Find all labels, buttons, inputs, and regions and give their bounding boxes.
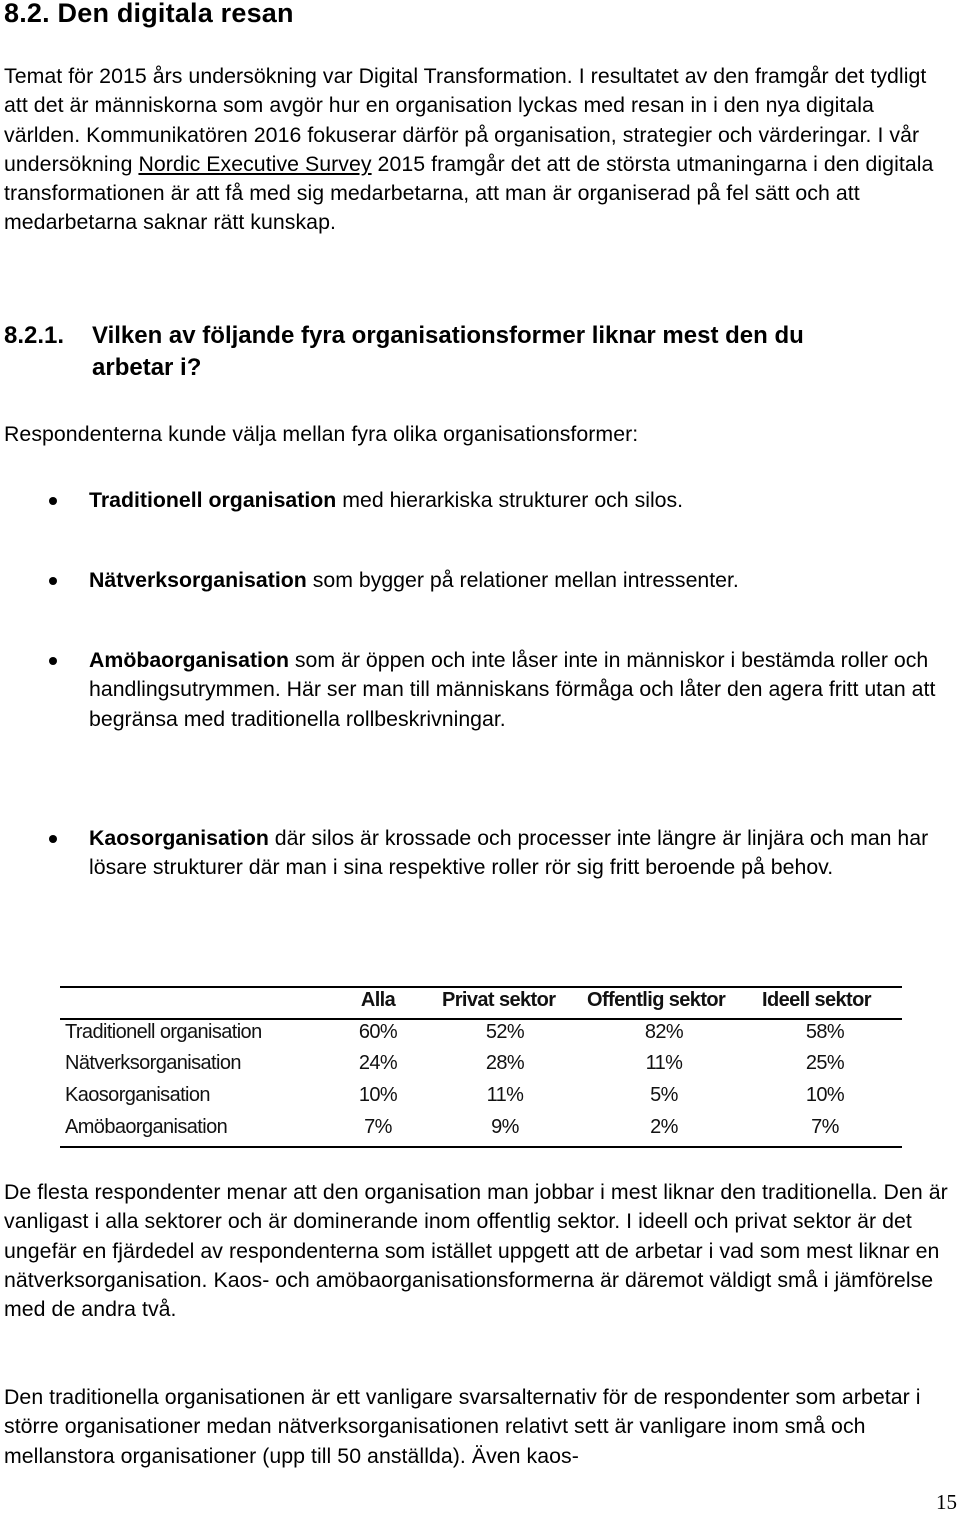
organisation-type-table (60, 986, 902, 1150)
table-cell: 10% (358, 1084, 398, 1106)
table-cell: 10% (805, 1084, 845, 1106)
table-cell: 7% (364, 1116, 392, 1138)
table-cell: 9% (491, 1116, 519, 1138)
subsection-title-line1: Vilken av följande fyra organisationsformer liknar mest den du (92, 322, 804, 349)
nordic-executive-survey-link[interactable]: Nordic Executive Survey (138, 151, 372, 176)
intro-text-after-link: 2015 framgår det att de största utmaningarna i den digitala transformationen är att få med sig medarbetarna, att man är organiserad på fel sätt och att medarbetarna saknar rätt kunskap. (4, 151, 934, 235)
bullet-icon (49, 497, 57, 505)
table-cell: 11% (486, 1084, 524, 1106)
column-header-privat-sektor: Privat sektor (442, 989, 556, 1011)
list-item-text: som är öppen och inte låser inte in människor i bestämda roller och handlingsutrymmen. Här ser man till människans förmåga och låter den agera fritt utan att begränsa med traditionella rollbeskrivningar. (89, 648, 936, 731)
table-header-rule (60, 1018, 902, 1020)
table-bottom-rule (60, 1146, 902, 1148)
bullet-icon (49, 657, 57, 665)
table-top-rule (60, 986, 902, 988)
list-item-term: Traditionell organisation (89, 488, 337, 512)
conclusion-paragraph-2: Den traditionella organisationen är ett vanligare svarsalternativ för de respondenter som arbetar i större organisationer medan nätverksorganisationen relativt sett är vanligare inom små och mellanstora organisationer (upp till 50 anställda). Även kaos- (4, 1385, 921, 1468)
intro-text-before-link: Temat för 2015 års undersökning var Digital Transformation. I resultatet av den framgår det tydligt att det är människorna som avgör hur en organisation lyckas med resan in i den nya digitala världen. Kommunikatören 2016 fokuserar därför på organisation, strategier och värderingar. I vår undersökning (4, 64, 927, 176)
section-heading: 8.2. Den digitala resan (4, 0, 294, 28)
page-number: 15 (936, 1490, 957, 1514)
table-cell: 60% (358, 1021, 398, 1043)
table-cell: 7% (811, 1116, 839, 1138)
column-header-alla: Alla (360, 989, 396, 1011)
conclusion-paragraph-1: De flesta respondenter menar att den organisation man jobbar i mest liknar den traditionella. Den är vanligast i alla sektorer och är dominerande inom offentlig sektor. I ideell och privat sektor är det ungefär en fjärdedel av respondenterna som istället uppgett att de arbetar i vad som mest liknar en nätverksorganisation. Kaos- och amöbaorganisationsformerna är däremot väldigt små i jämförelse med de andra två. (4, 1180, 948, 1322)
table-cell: 25% (805, 1052, 845, 1074)
list-item-term: Nätverksorganisation (89, 568, 307, 592)
row-label: Amöbaorganisation (65, 1116, 228, 1138)
table-cell: 24% (358, 1052, 398, 1074)
list-item-text: som bygger på relationer mellan intressenter. (306, 568, 739, 592)
subsection-title-line2: arbetar i? (92, 354, 202, 381)
row-label: Kaosorganisation (65, 1084, 210, 1106)
column-header-ideell-sektor: Ideell sektor (762, 989, 871, 1011)
list-item-text: med hierarkiska strukturer och silos. (336, 488, 684, 512)
bullet-icon (49, 835, 57, 843)
table-cell: 58% (805, 1021, 845, 1043)
row-label: Traditionell organisation (65, 1021, 262, 1043)
table-cell: 52% (485, 1021, 525, 1043)
subsection-heading (4, 320, 954, 384)
subsection-number: 8.2.1. (4, 322, 65, 349)
table-cell: 28% (485, 1052, 525, 1074)
subsection-lead: Respondenterna kunde välja mellan fyra olika organisationsformer: (4, 422, 639, 446)
list-item-term: Amöbaorganisation (89, 648, 289, 672)
intro-paragraph (4, 62, 956, 238)
table-cell: 11% (645, 1052, 683, 1074)
bullet-icon (49, 577, 57, 585)
list-item-term: Kaosorganisation (89, 826, 269, 850)
list-item-text: där silos är krossade och processer inte längre är linjära och man har lösare strukturer där man i sina respektive roller rör sig fritt beroende på behov. (89, 826, 929, 880)
table-cell: 5% (650, 1084, 678, 1106)
table-cell: 82% (644, 1021, 684, 1043)
table-cell: 2% (650, 1116, 678, 1138)
row-label: Nätverksorganisation (65, 1052, 241, 1074)
column-header-offentlig-sektor: Offentlig sektor (587, 989, 726, 1011)
